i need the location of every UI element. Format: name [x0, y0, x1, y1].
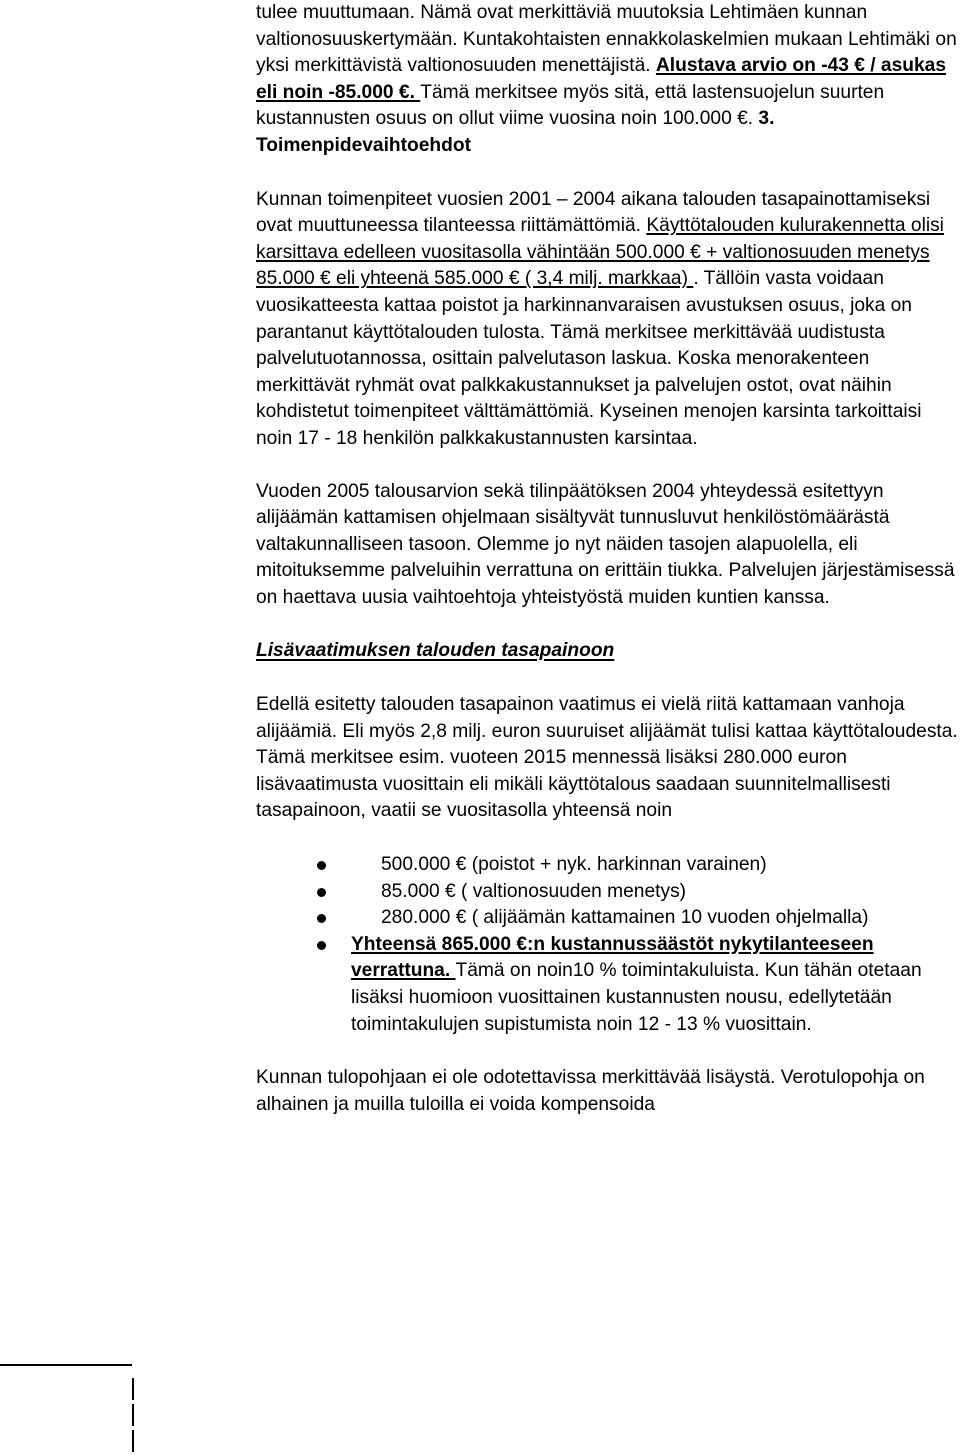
underlined-requirement: Käyttötalouden kulurakennetta olisi karsittava edelleen vuositasolla vähintään 500.000 € + valtionosuuden menetys 85.000 € eli yhteenä 585.000 € ( 3,4 milj. markkaa) — [256, 215, 944, 290]
change-bar — [132, 1404, 134, 1426]
list-item-text: 280.000 € ( alijäämän kattamainen 10 vuoden ohjelmalla) — [381, 907, 869, 929]
list-item — [256, 905, 960, 932]
text-run: . Tällöin vasta voidaan vuosikatteesta kattaa poistot ja harkinnanvaraisen avustuksen osuus, joka on parantanut käyttötalouden tulosta. Tämä merkitsee merkittävää uudistusta palvelutuotannossa, osittain palvelutason laskua. Koska menorakenteen merkittävät ryhmät ovat palkkakustannukset ja palvelujen ostot, ovat näihin kohdistetut toimenpiteet välttämättömiä. Kyseinen menojen karsinta tarkoittaisi noin 17 - 18 henkilön palkkakustannusten karsintaa. — [256, 268, 922, 449]
bullet-icon — [317, 941, 326, 950]
bullet-icon — [317, 914, 326, 923]
change-bar — [132, 1378, 134, 1400]
cost-list — [256, 852, 960, 1038]
spacer — [256, 825, 960, 852]
paragraph-talousarvio-2005: Vuoden 2005 talousarvion sekä tilinpäätöksen 2004 yhteydessä esitettyyn alijäämän kattamisen ohjelmaan sisältyvät tunnusluvut henkilöstömäärästä valtakunnalliseen tasoon. Olemme jo nyt näiden tasojen alapuolella, eli mitoituksemme palveluihin verrattuna on erittäin tiukka. Palvelujen järjestämisessä on haettava uusia vaihtoehtoja yhteistyöstä muiden kuntien kanssa. — [256, 480, 955, 608]
text-run: Tämä merkitsee myös sitä, että lastensuojelun suurten kustannusten osuus on ollut viime vuosina noin 100.000 €. — [256, 81, 885, 130]
spacer — [256, 1038, 960, 1065]
spacer — [256, 665, 960, 692]
spacer — [256, 611, 960, 638]
section-heading-lisavaatimukset: Lisävaatimuksen talouden tasapainoon — [256, 640, 615, 662]
paragraph-alijaamat: Edellä esitetty talouden tasapainon vaatimus ei vielä riitä kattamaan vanhoja alijäämiä. Eli myös 2,8 milj. euron suuruiset alijäämät tulisi kattaa käyttötaloudesta. Tämä merkitsee esim. vuoteen 2015 mennessä lisäksi 280.000 euron lisävaatimusta vuosittain eli mikäli käyttötalous saadaan suunnitelmallisesti tasapainoon, vaatii se vuositasolla yhteensä noin — [256, 694, 958, 822]
text-run: tulee muuttumaan. Nämä ovat merkittäviä muutoksia Lehtimäen kunnan valtionosuuskertymään. Kuntakohtaisten ennakkolaskelmien mukaan Lehtimäki on yksi merkittävistä valtionosuuden menettäjistä. — [256, 2, 957, 77]
list-item-text: 85.000 € ( valtionosuuden menetys) — [381, 880, 687, 902]
paragraph-valtionosuus — [256, 0, 960, 160]
paragraph-tulopohja: Kunnan tulopohjaan ei ole odotettavissa merkittävää lisäystä. Verotulopohja on alhainen ja muilla tuloilla ei voida kompensoida — [256, 1067, 925, 1115]
text-run: Kunnan toimenpiteet vuosien 2001 – 2004 aikana talouden tasapainottamiseksi ovat muuttuneessa tilanteessa riittämättömiä. — [256, 188, 931, 237]
list-item — [256, 852, 960, 879]
document-page — [256, 0, 960, 1118]
list-item — [256, 879, 960, 906]
spacer — [256, 453, 960, 479]
footnote-separator — [0, 1364, 132, 1366]
spacer — [256, 160, 960, 187]
list-item-text: 500.000 € (poistot + nyk. harkinnan varainen) — [381, 854, 767, 876]
bullet-icon — [317, 861, 326, 870]
section-title-toimenpidevaihtoehdot: 3. Toimenpidevaihtoehdot — [256, 108, 775, 156]
change-bar — [132, 1430, 134, 1452]
list-item-total — [256, 932, 960, 1038]
estimate-highlight: Alustava arvio on -43 € / asukas eli noin -85.000 €. — [256, 55, 947, 103]
paragraph-toimenpiteet — [256, 187, 960, 453]
bullet-icon — [317, 888, 326, 897]
total-savings: Yhteensä 865.000 €:n kustannussäästöt nykytilanteeseen verrattuna. — [351, 933, 874, 982]
list-item-text: Tämä on noin10 % toimintakuluista. Kun tähän otetaan lisäksi huomioon vuosittainen kustannusten nousu, edellytetään toimintakulujen supistumista noin 12 - 13 % vuosittain. — [351, 960, 922, 1035]
